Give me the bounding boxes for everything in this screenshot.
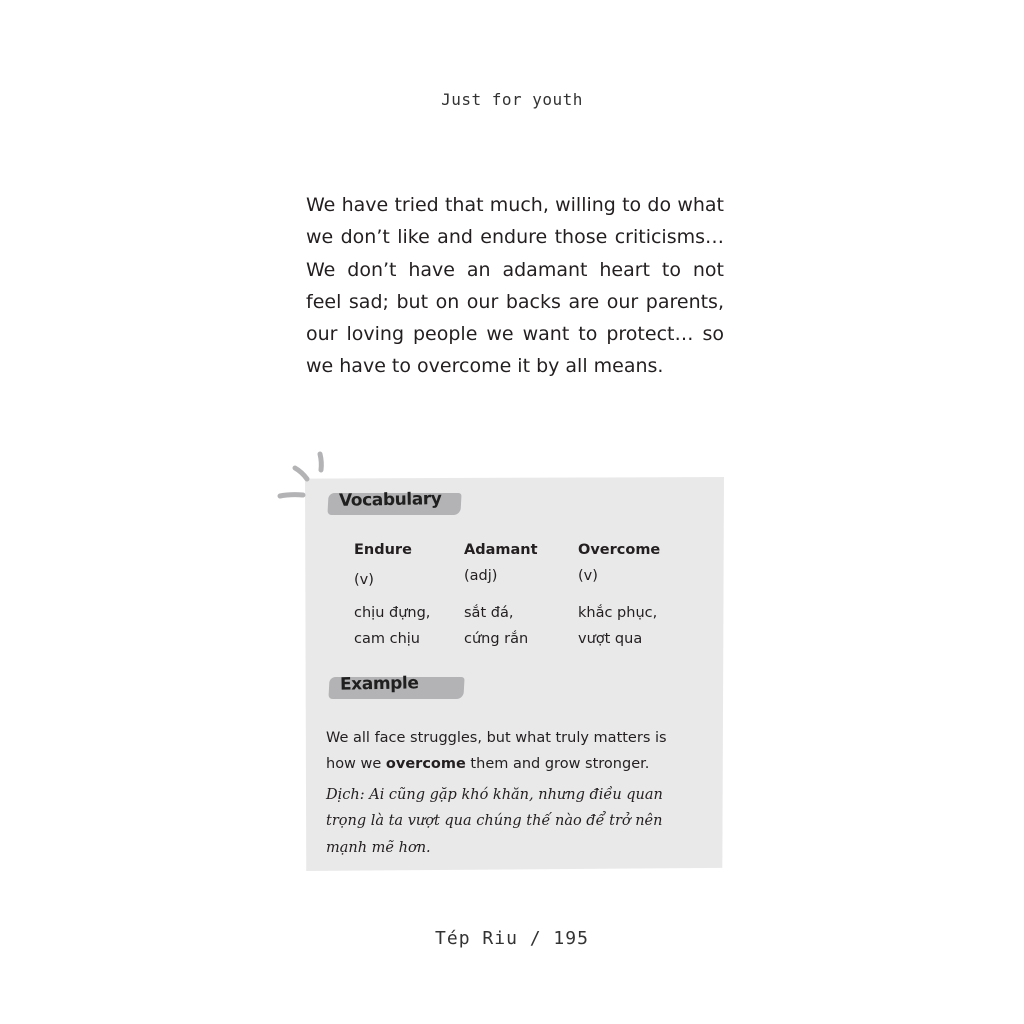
- example-translation: Dịch: Ai cũng gặp khó khăn, nhưng điều quan trọng là ta vượt qua chúng thế nào để trở nên mạnh mẽ hơn.: [326, 787, 663, 856]
- vocab-part-of-speech: (adj): [464, 568, 498, 584]
- vocab-part-of-speech: (v): [578, 568, 598, 584]
- vocab-meaning: [464, 600, 570, 652]
- example-label: [329, 674, 465, 700]
- vocabulary-label: [328, 490, 462, 516]
- vocab-meaning: [354, 600, 454, 652]
- vocab-meaning-line: khắc phục,: [578, 605, 658, 621]
- vocab-meaning-line: vượt qua: [578, 631, 643, 647]
- example-text-part: We all face struggles, but what truly matters is how we: [326, 730, 667, 773]
- example-sentence: [326, 725, 676, 778]
- page-footer: Tép Riu / 195: [435, 928, 589, 949]
- vocab-meaning-line: chịu đựng,: [354, 605, 431, 621]
- example-highlight-word: overcome: [385, 756, 466, 773]
- vocab-entry-endure: [354, 542, 454, 652]
- vocab-meaning: [578, 600, 688, 652]
- vocab-word: Overcome: [578, 542, 661, 558]
- vocab-meaning-line: cứng rắn: [464, 631, 529, 647]
- example-text-part: them and grow stronger.: [465, 756, 650, 773]
- example-label-text: Example: [339, 673, 419, 695]
- vocab-word: Adamant: [464, 542, 538, 558]
- vocab-part-of-speech: (v): [354, 572, 374, 588]
- vocab-entry-overcome: [578, 542, 688, 652]
- vocab-meaning-line: cam chịu: [354, 631, 420, 647]
- running-title: Just for youth: [441, 90, 583, 109]
- vocabulary-label-text: Vocabulary: [338, 489, 442, 511]
- vocab-entry-adamant: [464, 542, 570, 652]
- vocab-word: Endure: [354, 542, 412, 558]
- main-paragraph: We have tried that much, willing to do what we don’t like and endure those criticisms… We don’t have an adamant heart to not feel sad; but on our backs are our parents, our loving people we want to protect… so we have to overcome it by all means.: [306, 194, 724, 378]
- vocab-meaning-line: sắt đá,: [464, 605, 514, 621]
